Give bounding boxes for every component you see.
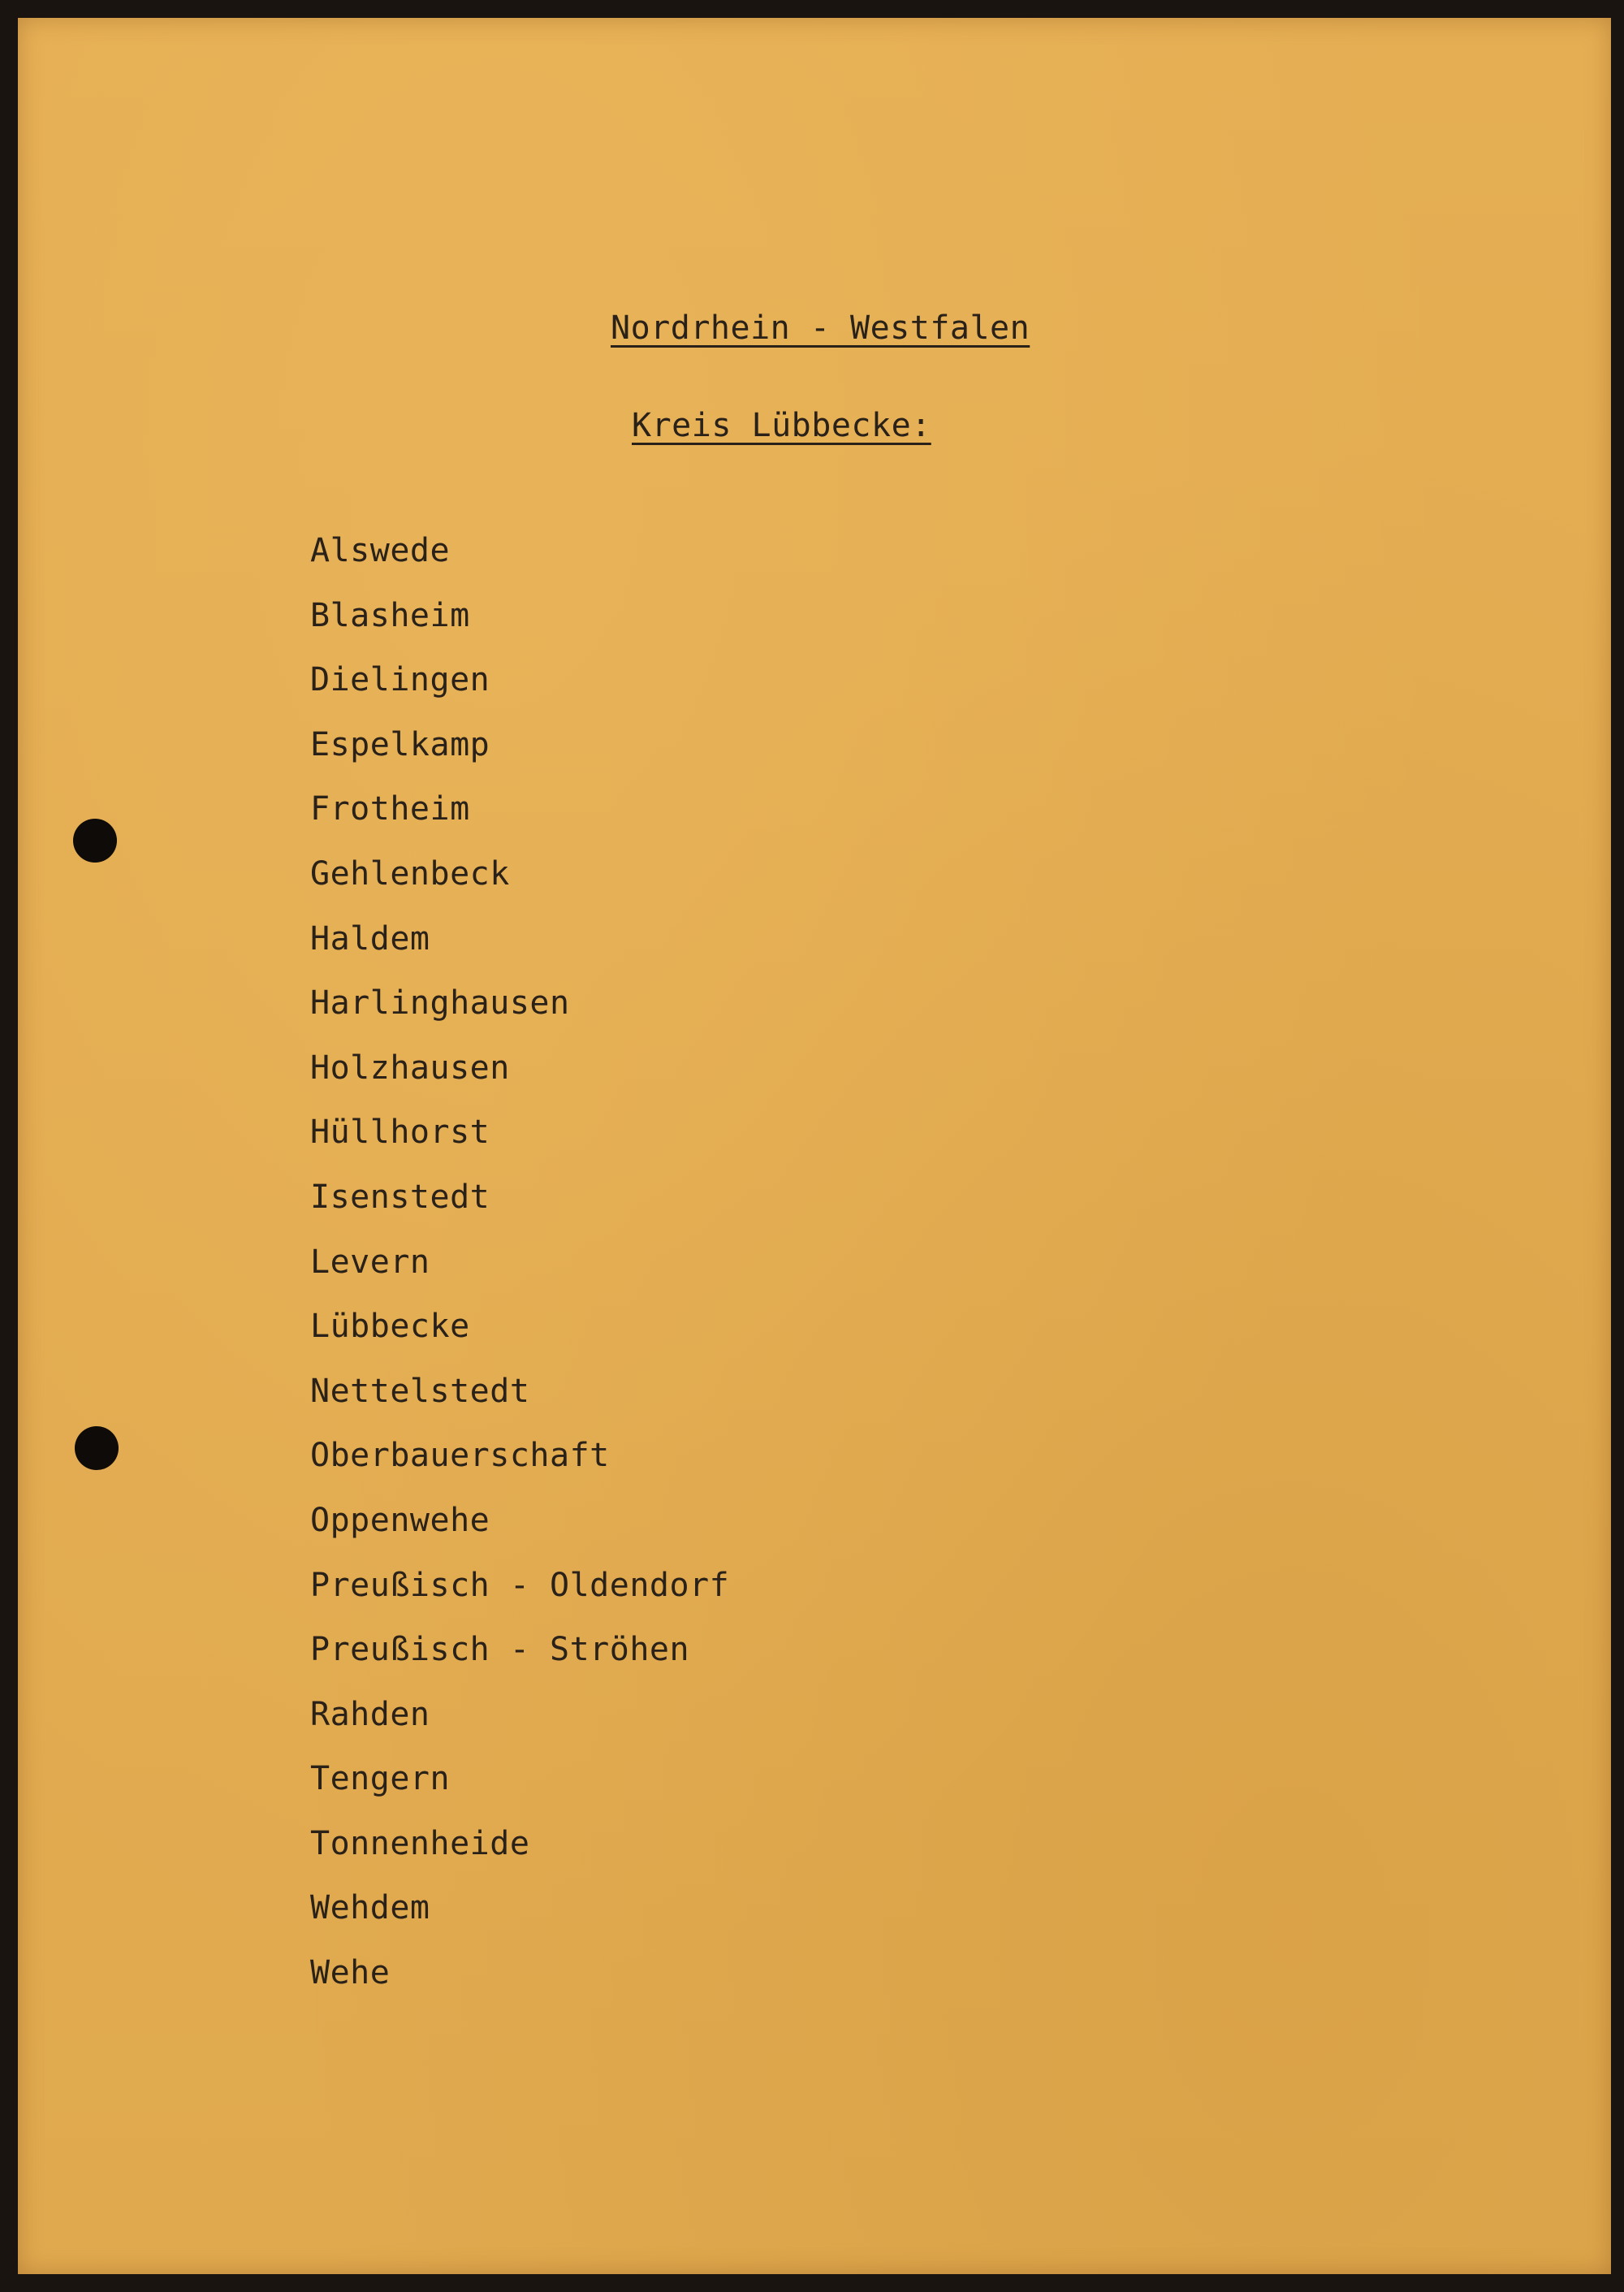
place-item: Isenstedt — [310, 1178, 490, 1216]
place-item: Nettelstedt — [310, 1372, 530, 1410]
place-item: Haldem — [310, 919, 430, 958]
place-item: Preußisch - Ströhen — [310, 1631, 690, 1669]
place-item: Tonnenheide — [310, 1824, 530, 1862]
place-item: Dielingen — [310, 661, 490, 699]
place-item: Rahden — [310, 1695, 430, 1733]
place-item: Oppenwehe — [310, 1501, 490, 1539]
place-item: Alswede — [310, 532, 451, 569]
place-item: Hüllhorst — [310, 1114, 490, 1152]
punch-hole-upper — [73, 819, 117, 863]
punch-hole-lower — [75, 1426, 119, 1470]
place-item: Gehlenbeck — [310, 854, 510, 893]
place-item: Wehe — [310, 1954, 391, 1992]
place-item: Lübbecke — [310, 1308, 470, 1346]
place-item: Wehdem — [310, 1889, 430, 1927]
place-item: Oberbauerschaft — [310, 1437, 610, 1475]
district-subheading: Kreis Lübbecke: — [632, 407, 931, 444]
place-item: Holzhausen — [310, 1049, 510, 1087]
place-item: Harlinghausen — [310, 984, 570, 1023]
place-item: Preußisch - Oldendorf — [310, 1566, 730, 1604]
place-item: Blasheim — [310, 596, 470, 634]
paper-sheet — [18, 18, 1611, 2274]
place-item: Frotheim — [310, 790, 470, 828]
place-item: Levern — [310, 1243, 430, 1281]
document-heading: Nordrhein - Westfalen — [611, 309, 1030, 347]
place-item: Espelkamp — [310, 725, 490, 763]
place-item: Tengern — [310, 1760, 451, 1798]
place-list — [310, 530, 729, 2017]
